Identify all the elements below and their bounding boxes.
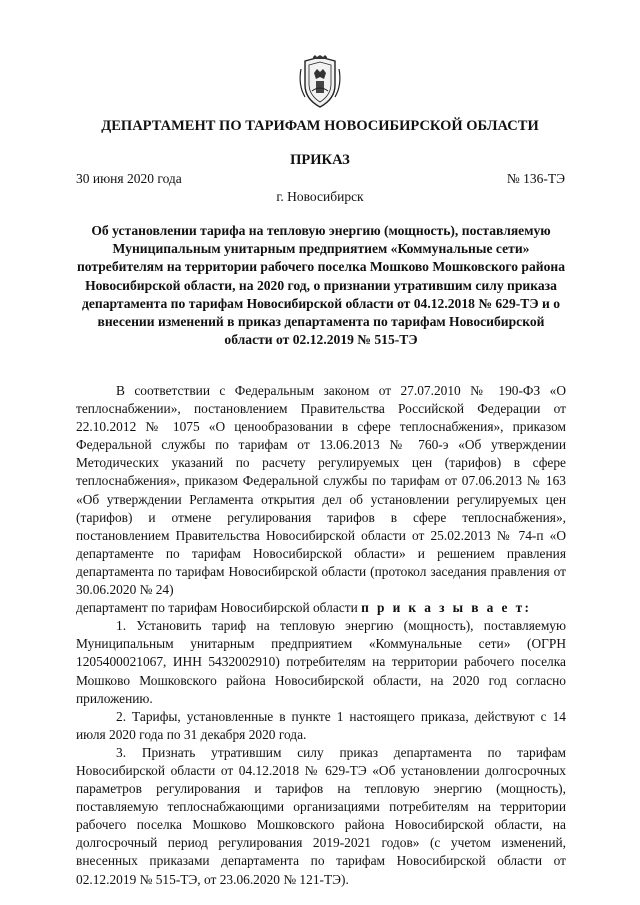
order-body bbox=[76, 382, 566, 889]
preamble-paragraph: В соответствии с Федеральным законом от 27.07.2010 № 190-ФЗ «О теплоснабжении», постановлением Правительства Российской Федерации от 22.10.2012 № 1075 «О ценообразовании в сфере теплоснабжения», приказом Федеральной службы по тарифам от 13.06.2013 № 760-э «Об утверждении Методических указаний по расчету регулируемых цен (тарифов) в сфере теплоснабжения», приказом Федеральной службы по тарифам от 07.06.2013 № 163 «Об утверждении Регламента открытия дел об установлении регулируемых цен (тарифов) и отмене регулирования тарифов в сфере теплоснабжения», постановлением Правительства Новосибирской области от 25.02.2013 № 74-п «О департаменте по тарифам Новосибирской области» и решением правления департамента по тарифам Новосибирской области (протокол заседания правления от 30.06.2020 № 24) bbox=[76, 383, 566, 598]
orders-line bbox=[76, 599, 566, 617]
order-title: ПРИКАЗ bbox=[290, 152, 350, 168]
order-date: 30 июня 2020 года bbox=[76, 171, 182, 186]
order-number: № 136-ТЭ bbox=[506, 171, 565, 186]
item-1-paragraph: 1. Установить тариф на тепловую энергию (мощность), поставляемую Муниципальным унитарным предприятием «Коммунальные сети» (ОГРН 1205400021067, ИНН 5432002910) потребителям на территории рабочего поселка Мошково Мошковского района Новосибирской области, на 2020 год согласно приложению. bbox=[76, 618, 566, 706]
order-subject: Об установлении тарифа на тепловую энергию (мощность), поставляемую Муниципальным унитарным предприятием «Коммунальные сети» потребителям на территории рабочего поселка Мошково Мошковского района Новосибирской области, на 2020 год, о признании утратившим силу приказа департамента по тарифам Новосибирской области от 04.12.2018 № 629-ТЭ и о внесении изменений в приказ департамента по тарифам Новосибирской области от 02.12.2019 № 515-ТЭ bbox=[76, 223, 566, 348]
order-city: г. Новосибирск bbox=[276, 189, 364, 204]
orders-prefix: департамент по тарифам Новосибирской области bbox=[76, 600, 358, 616]
coat-of-arms-icon bbox=[297, 55, 343, 111]
item-2-paragraph: 2. Тарифы, установленные в пункте 1 настоящего приказа, действуют с 14 июля 2020 года по 31 декабря 2020 года. bbox=[76, 708, 566, 742]
department-heading: ДЕПАРТАМЕНТ ПО ТАРИФАМ НОВОСИБИРСКОЙ ОБЛАСТИ bbox=[101, 118, 539, 134]
orders-word: п р и к а з ы в а е т: bbox=[361, 600, 532, 616]
item-3-paragraph: 3. Признать утратившим силу приказ департамента по тарифам Новосибирской области от 04.12.2018 № 629-ТЭ «Об установлении долгосрочных параметров регулирования и тарифов на тепловую энергию (мощность), поставляемую теплоснабжающими организациями потребителям на территории рабочего поселка Мошково Мошковского района Новосибирской области, на долгосрочный период регулирования 2019-2021 годов» (с учетом изменений, внесенных приказами департамента по тарифам Новосибирской области от 02.12.2019 № 515-ТЭ, от 23.06.2020 № 121-ТЭ). bbox=[76, 744, 566, 887]
